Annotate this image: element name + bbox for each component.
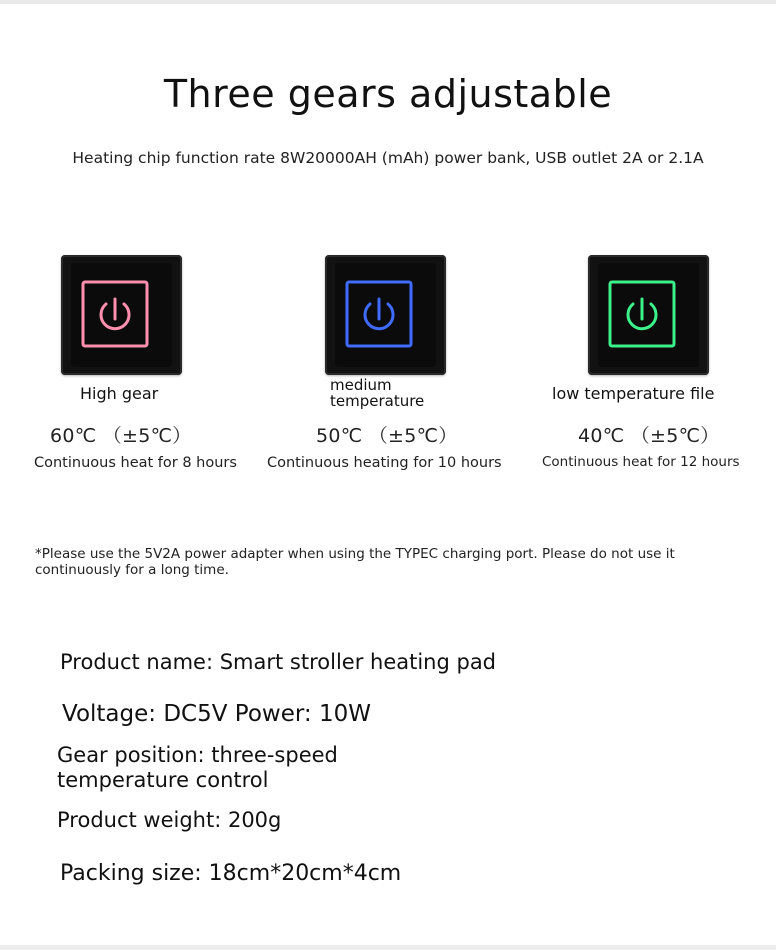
gear-duration-low: Continuous heat for 12 hours [542, 454, 740, 470]
gear-label-medium: medium temperature [330, 376, 425, 410]
power-icon [343, 279, 428, 351]
charging-note: *Please use the 5V2A power adapter when using the TYPEC charging port. Please do not use it continuously for a long time. [35, 546, 675, 578]
top-divider [0, 0, 776, 4]
gear-temp-medium: 50℃ （±5℃） [316, 425, 458, 447]
page-title: Three gears adjustable [163, 72, 613, 116]
power-icon [606, 279, 691, 351]
spec-voltage: Voltage: DC5V Power: 10W [62, 701, 371, 727]
gear-temp-high: 60℃ （±5℃） [50, 425, 192, 447]
low-gear-button-image [588, 255, 709, 375]
page-subtitle: Heating chip function rate 8W20000AH (mAh) power bank, USB outlet 2A or 2.1A [72, 149, 704, 167]
gear-label-low: low temperature file [552, 384, 715, 403]
bottom-divider [0, 945, 776, 950]
gear-duration-high: Continuous heat for 8 hours [34, 455, 237, 471]
gear-duration-medium: Continuous heating for 10 hours [267, 455, 502, 471]
gear-temp-low: 40℃ （±5℃） [578, 425, 720, 447]
spec-gear-position: Gear position: three-speed temperature control [57, 743, 338, 792]
spec-packing-size: Packing size: 18cm*20cm*4cm [60, 861, 402, 886]
spec-weight: Product weight: 200g [57, 808, 282, 832]
high-gear-button-image [61, 255, 182, 375]
spec-product-name: Product name: Smart stroller heating pad [60, 650, 497, 674]
medium-gear-button-image [325, 255, 446, 375]
gear-label-high: High gear [80, 384, 159, 403]
power-icon [79, 279, 164, 351]
